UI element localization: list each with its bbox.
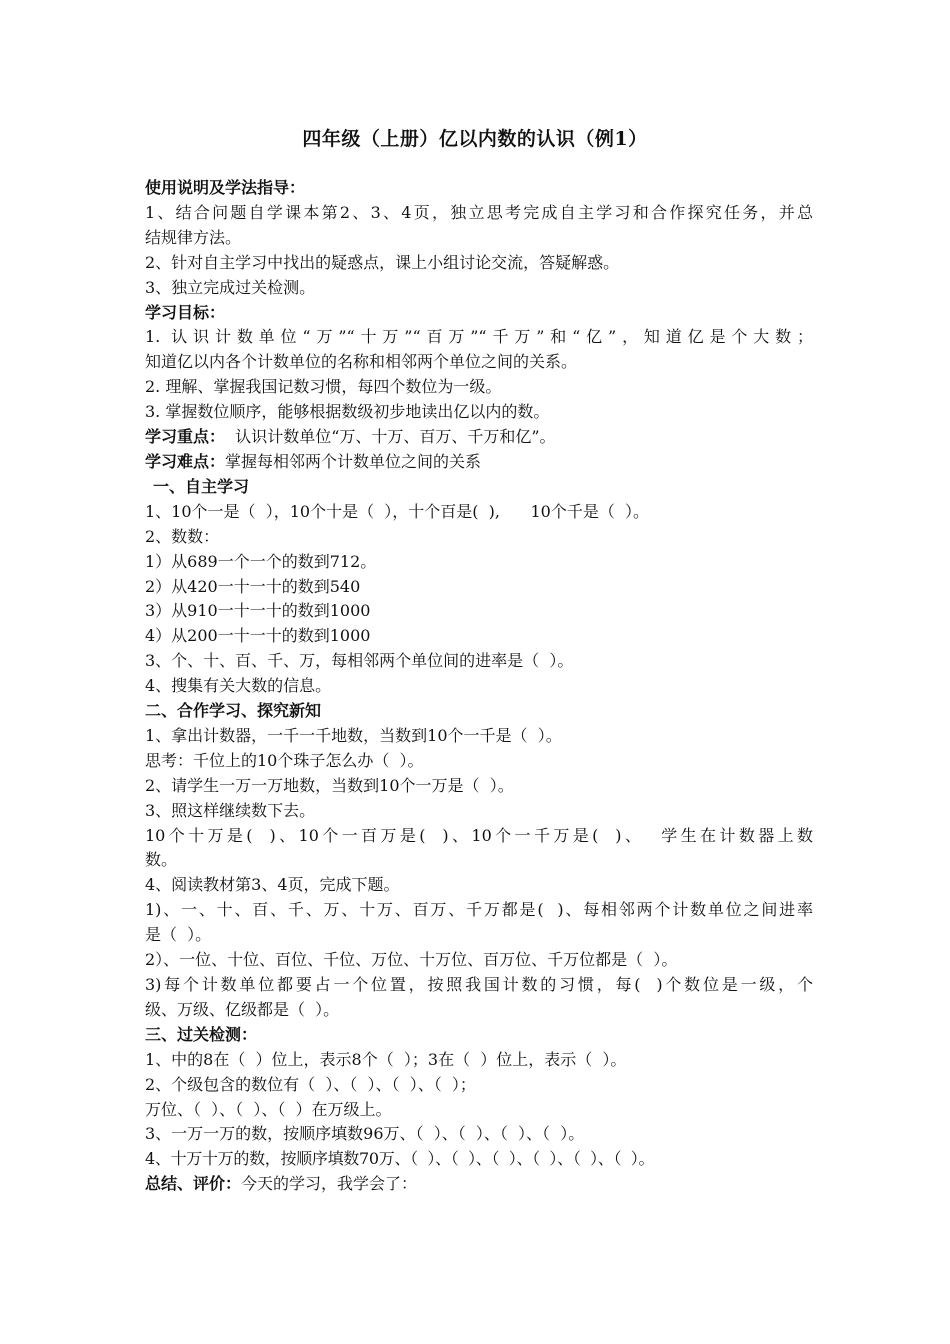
coop-q3-a: 10个十万是( )、10个一百万是( )、10个一千万是( )、 学生在计数器上数 (145, 825, 813, 845)
coop-heading: 二、合作学习、探究新知 (145, 701, 322, 721)
instructions-item-2: 2、针对自主学习中找出的疑惑点，课上小组讨论交流，答疑解惑。 (145, 252, 620, 272)
coop-q4: 4、阅读教材第3、4页，完成下题。 (145, 875, 400, 895)
check-heading: 三、过关检测： (145, 1024, 258, 1044)
goals-item-3: 3. 掌握数位顺序，能够根据数级初步地读出亿以内的数。 (145, 402, 550, 422)
goals-heading: 学习目标： (145, 302, 226, 322)
coop-q3: 3、照这样继续数下去。 (145, 800, 316, 820)
coop-q1: 1、拿出计数器，一千一千地数，当数到10个一千是（ ）。 (145, 725, 562, 745)
coop-q4-2: 2）、一位、十位、百位、千位、万位、十万位、百万位、千万位都是（ ）。 (145, 950, 678, 970)
self-study-q2-2: 2）从420一十一十的数到540 (145, 576, 361, 596)
check-q2b: 万位、（ ）、（ ）、（ ）在万级上。 (145, 1099, 392, 1119)
key-point-line (145, 425, 813, 450)
summary-line (145, 1172, 813, 1197)
self-study-q4: 4、搜集有关大数的信息。 (145, 676, 332, 696)
goals-item-1b: 知道亿以内各个计数单位的名称和相邻两个单位之间的关系。 (145, 352, 578, 372)
instructions-item-1a: 1、结合问题自学课本第2、3、4页，独立思考完成自主学习和合作探究任务，并总 (145, 202, 813, 222)
self-study-q2-1: 1）从689一个一个的数到712。 (145, 551, 377, 571)
check-q1: 1、中的8在（ ）位上，表示8个（ ）；3在（ ）位上，表示（ ）。 (145, 1049, 627, 1069)
check-q2a: 2、个级包含的数位有（ ）、（ ）、（ ）、（ ）； (145, 1074, 476, 1094)
instructions-item-3: 3、独立完成过关检测。 (145, 277, 316, 297)
summary-text: 今天的学习，我学会了： (241, 1174, 418, 1194)
coop-q4-3a: 3)每个计数单位都要占一个位置，按照我国计数的习惯，每( )个数位是一级，个 (145, 975, 813, 994)
summary-label: 总结、评价： (145, 1174, 242, 1194)
coop-q2: 2、请学生一万一万地数，当数到10个一万是（ ）。 (145, 775, 514, 795)
self-study-q1: 1、10个一是（ ），10个十是（ ），十个百是( ), 10个千是（ ）。 (145, 501, 650, 521)
document-body (145, 176, 813, 1197)
goals-item-1a: 1. 认识计数单位“万”“十万”“百万”“千万”和“亿”，知道亿是个大数； (145, 327, 813, 347)
self-study-q2-4: 4）从200一十一十的数到1000 (145, 626, 371, 646)
page-title: 四年级（上册）亿以内数的认识（例1） (302, 128, 648, 150)
key-point-label: 学习重点： (145, 427, 226, 447)
instructions-item-1b: 结规律方法。 (145, 227, 242, 247)
difficulty-line (145, 450, 813, 475)
coop-think: 思考：千位上的10个珠子怎么办（ ）。 (145, 750, 424, 770)
difficulty-label: 学习难点： (145, 451, 226, 471)
instructions-heading: 使用说明及学法指导： (145, 178, 306, 197)
self-study-q2: 2、数数： (145, 526, 220, 546)
coop-q3-b: 数。 (145, 850, 178, 870)
check-q4: 4、十万十万的数，按顺序填数70万、（ ）、（ ）、（ ）、（ ）、（ ）、（ ）。 (145, 1149, 655, 1169)
coop-q4-1b: 是（ ）。 (145, 925, 212, 945)
goals-item-2: 2. 理解、掌握我国记数习惯，每四个数位为一级。 (145, 377, 502, 397)
self-study-heading: 一、自主学习 (153, 476, 250, 496)
key-point-text: 认识计数单位“万、十万、百万、千万和亿”。 (225, 427, 556, 447)
self-study-q3: 3、个、十、百、千、万，每相邻两个单位间的进率是（ ）。 (145, 651, 574, 671)
coop-q4-3b: 级、万级、亿级都是（ ）。 (145, 999, 340, 1019)
difficulty-text: 掌握每相邻两个计数单位之间的关系 (225, 451, 482, 471)
self-study-q2-3: 3）从910一十一十的数到1000 (145, 601, 371, 621)
check-q3: 3、一万一万的数，按顺序填数96万、（ ）、（ ）、（ ）、（ ）。 (145, 1124, 585, 1144)
coop-q4-1a: 1)、一、十、百、千、万、十万、百万、千万都是( )、每相邻两个计数单位之间进率 (145, 900, 813, 920)
